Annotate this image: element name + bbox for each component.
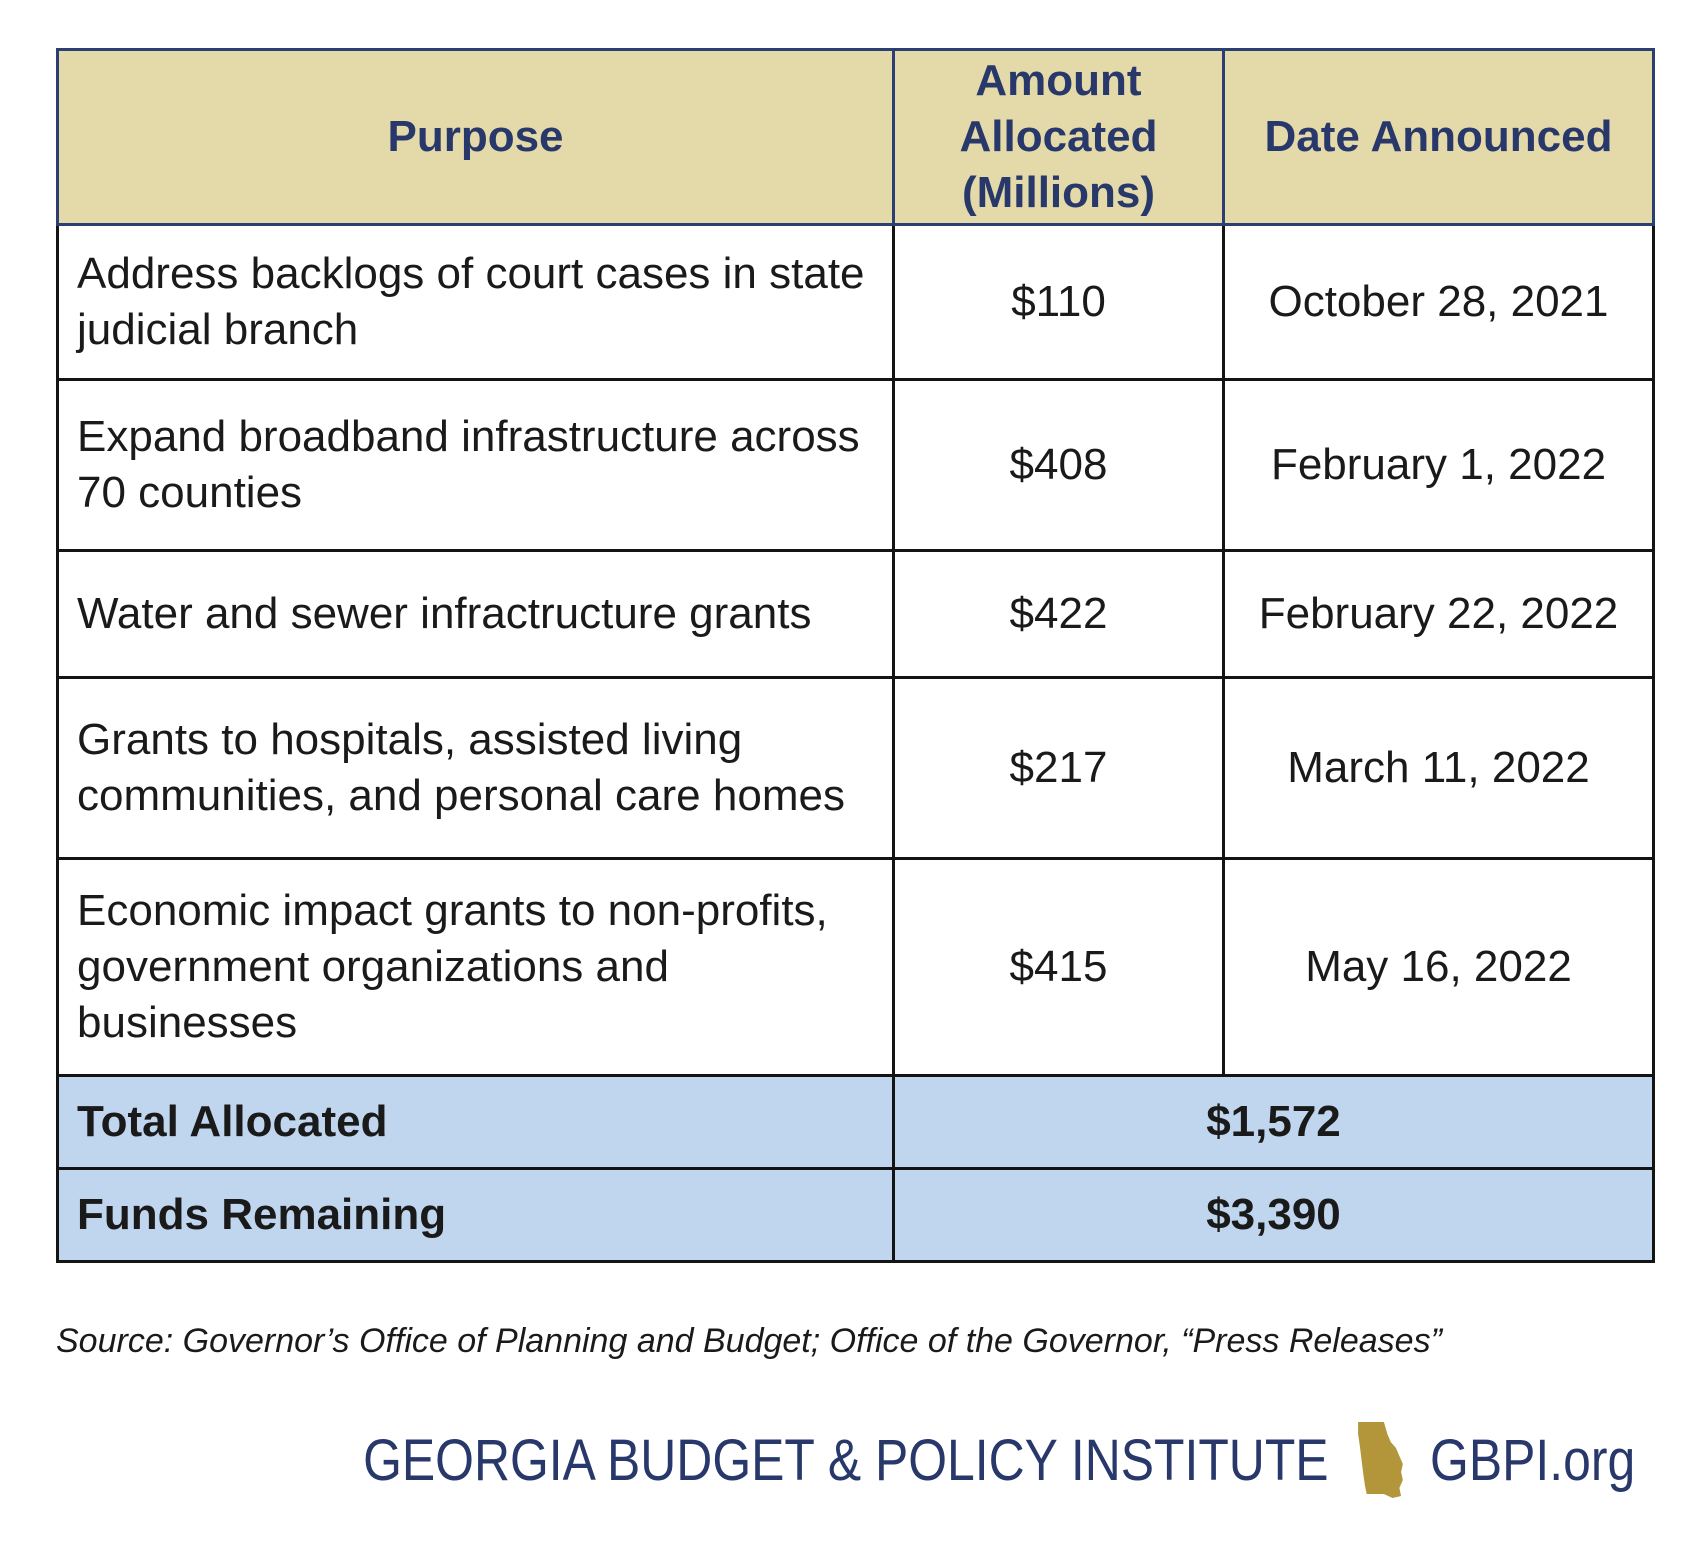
total-allocated-row <box>58 1076 1654 1169</box>
purpose-cell: Economic impact grants to non-profits, government organizations and businesses <box>58 859 894 1076</box>
purpose-cell: Grants to hospitals, assisted living communities, and personal care homes <box>58 678 894 859</box>
amount-cell: $217 <box>894 678 1224 859</box>
date-cell: May 16, 2022 <box>1224 859 1654 1076</box>
total-allocated-label: Total Allocated <box>58 1076 894 1169</box>
brand-footer <box>363 1420 1635 1500</box>
table-row <box>58 380 1654 551</box>
amount-cell: $422 <box>894 551 1224 678</box>
header-amount-line2: Allocated <box>959 112 1158 161</box>
date-cell: February 1, 2022 <box>1224 380 1654 551</box>
table-row <box>58 225 1654 380</box>
purpose-cell: Water and sewer infractructure grants <box>58 551 894 678</box>
header-amount-line3: (Millions) <box>961 168 1156 217</box>
date-cell: February 22, 2022 <box>1224 551 1654 678</box>
allocation-table <box>56 48 1655 1263</box>
date-cell: March 11, 2022 <box>1224 678 1654 859</box>
date-cell: October 28, 2021 <box>1224 225 1654 380</box>
table-row <box>58 859 1654 1076</box>
source-note: Source: Governor’s Office of Planning and Budget; Office of the Governor, “Press Releases” <box>56 1322 1442 1360</box>
funds-remaining-value: $3,390 <box>894 1169 1654 1262</box>
funds-remaining-row <box>58 1169 1654 1262</box>
total-allocated-value: $1,572 <box>894 1076 1654 1169</box>
table-row <box>58 678 1654 859</box>
table-header-row <box>58 50 1654 225</box>
purpose-cell: Address backlogs of court cases in state judicial branch <box>58 225 894 380</box>
allocation-table-container <box>56 48 1652 1263</box>
table-row <box>58 551 1654 678</box>
brand-site[interactable]: GBPI.org <box>1429 1427 1635 1493</box>
amount-cell: $408 <box>894 380 1224 551</box>
header-amount-line1: Amount <box>975 56 1142 105</box>
header-date: Date Announced <box>1224 50 1654 225</box>
purpose-cell: Expand broadband infrastructure across 70 counties <box>58 380 894 551</box>
brand-name: GEORGIA BUDGET & POLICY INSTITUTE <box>362 1427 1329 1493</box>
header-purpose: Purpose <box>58 50 894 225</box>
funds-remaining-label: Funds Remaining <box>58 1169 894 1262</box>
georgia-state-icon <box>1354 1420 1406 1500</box>
header-amount <box>894 50 1224 225</box>
amount-cell: $110 <box>894 225 1224 380</box>
amount-cell: $415 <box>894 859 1224 1076</box>
